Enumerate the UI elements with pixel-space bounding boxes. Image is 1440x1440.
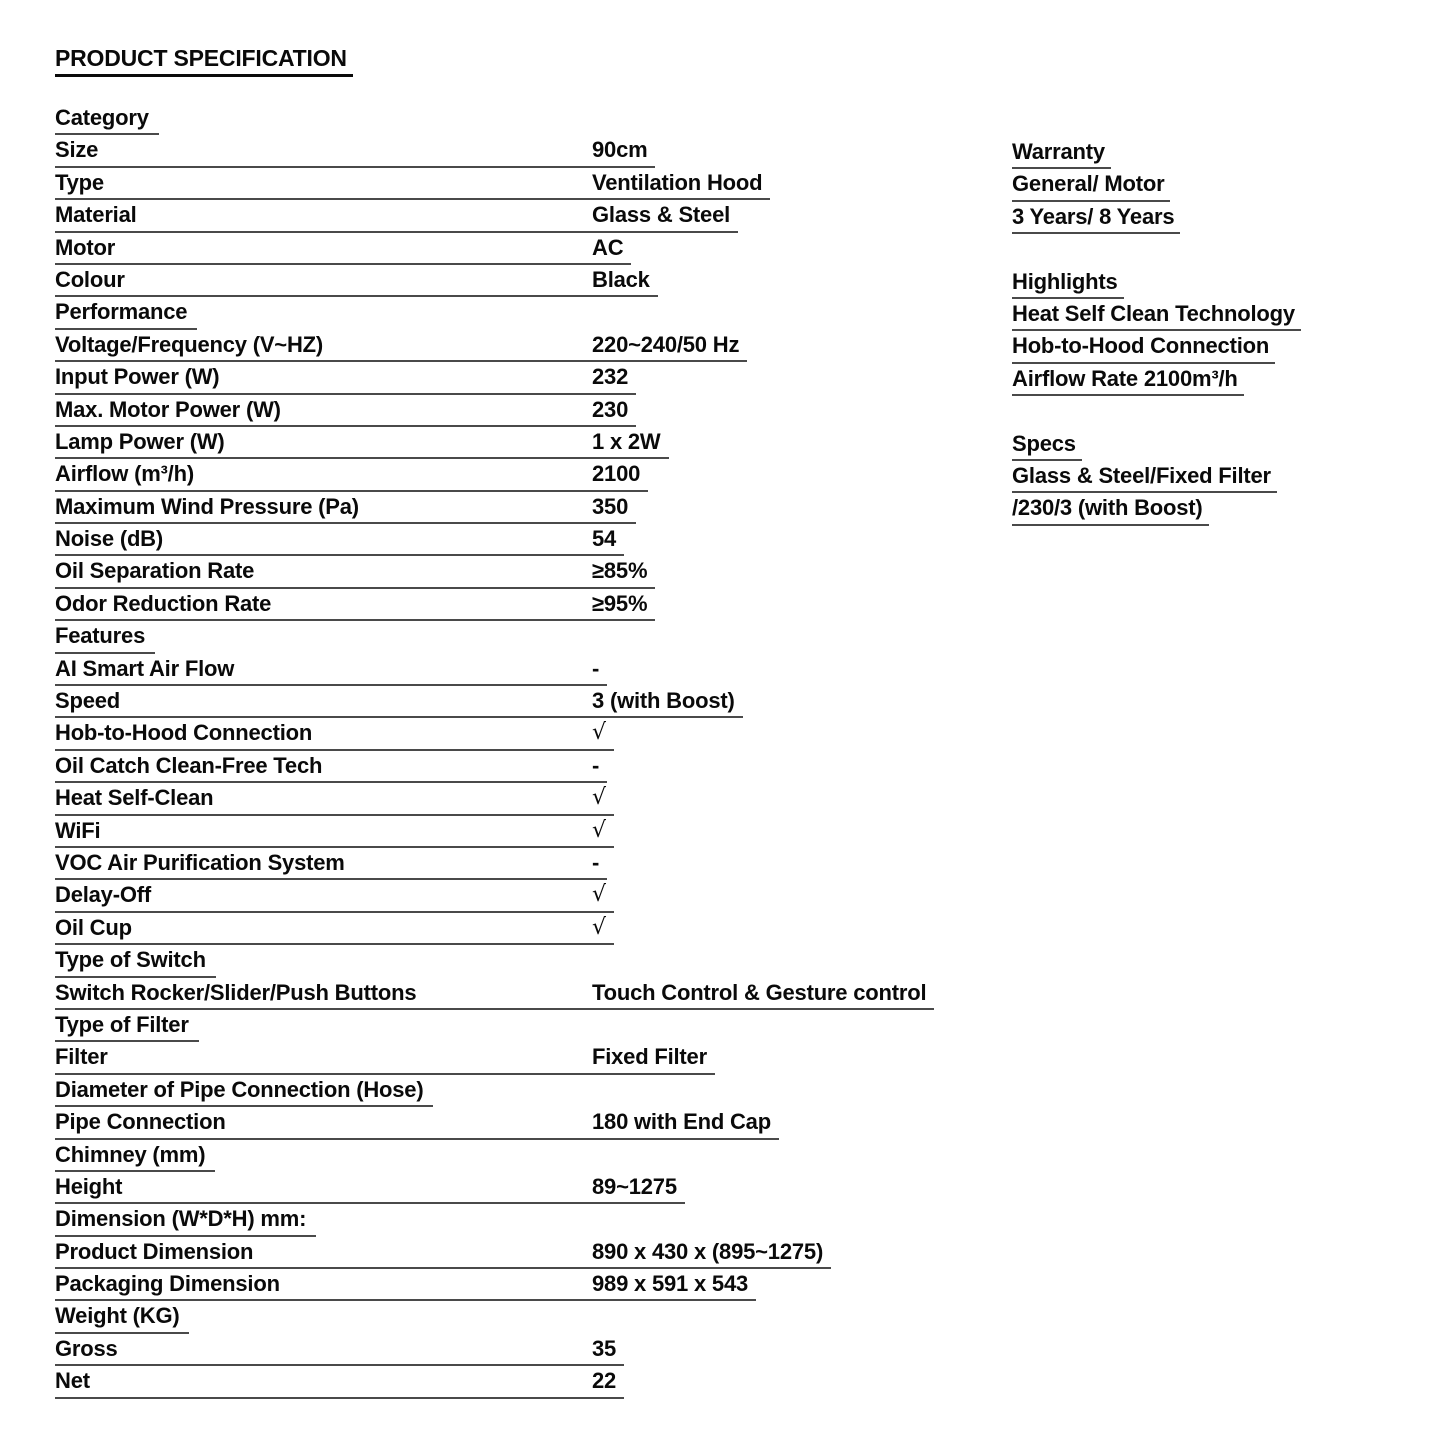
spec-label: Oil Catch Clean-Free Tech bbox=[55, 752, 323, 778]
spec-value: 3 (with Boost) bbox=[592, 688, 735, 714]
spec-label: WiFi bbox=[55, 817, 101, 843]
spec-value: - bbox=[592, 655, 600, 681]
spec-value: 90cm bbox=[592, 137, 648, 163]
spec-value: Black bbox=[592, 266, 650, 292]
spec-row-odor-reduction-rate bbox=[55, 589, 655, 621]
spec-label: Filter bbox=[55, 1044, 108, 1070]
spec-section-header-features bbox=[55, 621, 155, 653]
spec-row-voltage-frequency-v-hz bbox=[55, 330, 747, 362]
spec-row-noise-db bbox=[55, 524, 624, 556]
spec-label: Airflow (m³/h) bbox=[55, 461, 194, 487]
side-panel bbox=[1012, 137, 1301, 558]
spec-row-oil-cup bbox=[55, 913, 614, 945]
spec-value: 989 x 591 x 543 bbox=[592, 1271, 749, 1297]
side-group-line: Airflow Rate 2100m³/h bbox=[1012, 364, 1244, 396]
spec-value: 890 x 430 x (895~1275) bbox=[592, 1238, 824, 1264]
spec-label: Motor bbox=[55, 234, 116, 260]
spec-section-header-chimney-mm bbox=[55, 1140, 215, 1172]
spec-row-hob-to-hood-connection bbox=[55, 718, 614, 750]
spec-section-header-diameter-of-pipe-connection-hose bbox=[55, 1075, 433, 1107]
spec-label: Size bbox=[55, 137, 99, 163]
side-group-line: Hob-to-Hood Connection bbox=[1012, 331, 1275, 363]
spec-value: AC bbox=[592, 234, 624, 260]
spec-row-pipe-connection bbox=[55, 1107, 779, 1139]
spec-value: 180 with End Cap bbox=[592, 1109, 771, 1135]
spec-row-speed bbox=[55, 686, 743, 718]
spec-value: √ bbox=[592, 720, 606, 746]
spec-value: Fixed Filter bbox=[592, 1044, 707, 1070]
spec-label: AI Smart Air Flow bbox=[55, 655, 235, 681]
spec-section-header-performance bbox=[55, 297, 197, 329]
spec-row-delay-off bbox=[55, 880, 614, 912]
side-group-line: /230/3 (with Boost) bbox=[1012, 493, 1209, 525]
spec-label: Switch Rocker/Slider/Push Buttons bbox=[55, 979, 417, 1005]
side-group-highlights bbox=[1012, 267, 1301, 397]
spec-label: Maximum Wind Pressure (Pa) bbox=[55, 493, 359, 519]
spec-label: Type of Switch bbox=[55, 947, 206, 973]
spec-label: Gross bbox=[55, 1335, 118, 1361]
spec-row-maximum-wind-pressure-pa bbox=[55, 492, 636, 524]
spec-row-max-motor-power-w bbox=[55, 395, 636, 427]
spec-label: Lamp Power (W) bbox=[55, 428, 225, 454]
spec-section-header-weight-kg bbox=[55, 1301, 189, 1333]
spec-value: Touch Control & Gesture control bbox=[592, 979, 927, 1005]
spec-label: Max. Motor Power (W) bbox=[55, 396, 281, 422]
spec-label: Oil Cup bbox=[55, 914, 132, 940]
side-group-line: Heat Self Clean Technology bbox=[1012, 299, 1301, 331]
side-group-line: General/ Motor bbox=[1012, 169, 1170, 201]
spec-row-material bbox=[55, 200, 738, 232]
spec-value: 54 bbox=[592, 526, 617, 552]
spec-label: Chimney (mm) bbox=[55, 1141, 206, 1167]
spec-label: Type of Filter bbox=[55, 1011, 189, 1037]
spec-row-gross bbox=[55, 1334, 624, 1366]
spec-row-net bbox=[55, 1366, 624, 1398]
spec-row-switch-rocker-slider-push-buttons bbox=[55, 978, 934, 1010]
spec-value: 350 bbox=[592, 493, 629, 519]
spec-value: - bbox=[592, 752, 600, 778]
spec-value: 35 bbox=[592, 1335, 617, 1361]
side-group-title: Specs bbox=[1012, 429, 1082, 461]
side-group-warranty bbox=[1012, 137, 1301, 234]
spec-label: Packaging Dimension bbox=[55, 1271, 280, 1297]
spec-value: Glass & Steel bbox=[592, 202, 731, 228]
spec-label: Hob-to-Hood Connection bbox=[55, 720, 313, 746]
spec-row-oil-separation-rate bbox=[55, 556, 655, 588]
spec-section-header-type-of-filter bbox=[55, 1010, 199, 1042]
spec-label: Colour bbox=[55, 266, 125, 292]
spec-row-colour bbox=[55, 265, 658, 297]
spec-label: Delay-Off bbox=[55, 882, 151, 908]
spec-value: √ bbox=[592, 882, 606, 908]
spec-label: Odor Reduction Rate bbox=[55, 590, 272, 616]
spec-row-airflow-m-h bbox=[55, 459, 648, 491]
spec-row-ai-smart-air-flow bbox=[55, 654, 607, 686]
spec-label: Dimension (W*D*H) mm: bbox=[55, 1206, 307, 1232]
spec-label: Category bbox=[55, 105, 149, 130]
spec-label: Pipe Connection bbox=[55, 1109, 226, 1135]
spec-value: √ bbox=[592, 817, 606, 843]
spec-row-heat-self-clean bbox=[55, 783, 614, 815]
spec-section-header-type-of-switch bbox=[55, 945, 216, 977]
spec-row-size bbox=[55, 135, 655, 167]
side-group-title: Warranty bbox=[1012, 137, 1111, 169]
spec-value: √ bbox=[592, 785, 606, 811]
spec-value: 22 bbox=[592, 1368, 617, 1394]
spec-value: 220~240/50 Hz bbox=[592, 331, 740, 357]
spec-label: Net bbox=[55, 1368, 90, 1394]
spec-value: ≥85% bbox=[592, 558, 648, 584]
spec-row-lamp-power-w bbox=[55, 427, 669, 459]
spec-value: 89~1275 bbox=[592, 1173, 677, 1199]
spec-label: Input Power (W) bbox=[55, 364, 220, 390]
spec-section-header-dimension-w-d-h-mm bbox=[55, 1204, 316, 1236]
spec-value: 2100 bbox=[592, 461, 641, 487]
spec-row-wifi bbox=[55, 816, 614, 848]
spec-value: - bbox=[592, 849, 600, 875]
spec-value: √ bbox=[592, 914, 606, 940]
side-group-title: Highlights bbox=[1012, 267, 1124, 299]
spec-label: Height bbox=[55, 1173, 123, 1199]
spec-section-header-category bbox=[55, 103, 159, 135]
spec-row-type bbox=[55, 168, 770, 200]
spec-label: Diameter of Pipe Connection (Hose) bbox=[55, 1076, 424, 1102]
spec-row-height bbox=[55, 1172, 685, 1204]
spec-label: Product Dimension bbox=[55, 1238, 254, 1264]
spec-label: Heat Self-Clean bbox=[55, 785, 214, 811]
page-title: PRODUCT SPECIFICATION bbox=[55, 44, 353, 77]
spec-label: VOC Air Purification System bbox=[55, 849, 345, 875]
spec-label: Voltage/Frequency (V~HZ) bbox=[55, 331, 324, 357]
spec-value: 230 bbox=[592, 396, 629, 422]
side-group-specs bbox=[1012, 429, 1301, 526]
spec-value: 1 x 2W bbox=[592, 428, 661, 454]
spec-value: ≥95% bbox=[592, 590, 648, 616]
spec-label: Material bbox=[55, 202, 137, 228]
spec-row-oil-catch-clean-free-tech bbox=[55, 751, 607, 783]
spec-label: Oil Separation Rate bbox=[55, 558, 255, 584]
side-group-line: 3 Years/ 8 Years bbox=[1012, 202, 1180, 234]
spec-row-motor bbox=[55, 233, 631, 265]
spec-row-input-power-w bbox=[55, 362, 636, 394]
spec-label: Noise (dB) bbox=[55, 526, 164, 552]
spec-table bbox=[55, 103, 934, 1399]
spec-value: 232 bbox=[592, 364, 629, 390]
spec-value: Ventilation Hood bbox=[592, 169, 763, 195]
spec-label: Performance bbox=[55, 299, 188, 325]
spec-row-packaging-dimension bbox=[55, 1269, 756, 1301]
spec-label: Features bbox=[55, 623, 146, 649]
spec-row-filter bbox=[55, 1042, 715, 1074]
spec-row-voc-air-purification-system bbox=[55, 848, 607, 880]
spec-label: Speed bbox=[55, 688, 121, 714]
spec-label: Weight (KG) bbox=[55, 1303, 180, 1329]
spec-label: Type bbox=[55, 169, 104, 195]
side-group-line: Glass & Steel/Fixed Filter bbox=[1012, 461, 1277, 493]
spec-row-product-dimension bbox=[55, 1237, 831, 1269]
